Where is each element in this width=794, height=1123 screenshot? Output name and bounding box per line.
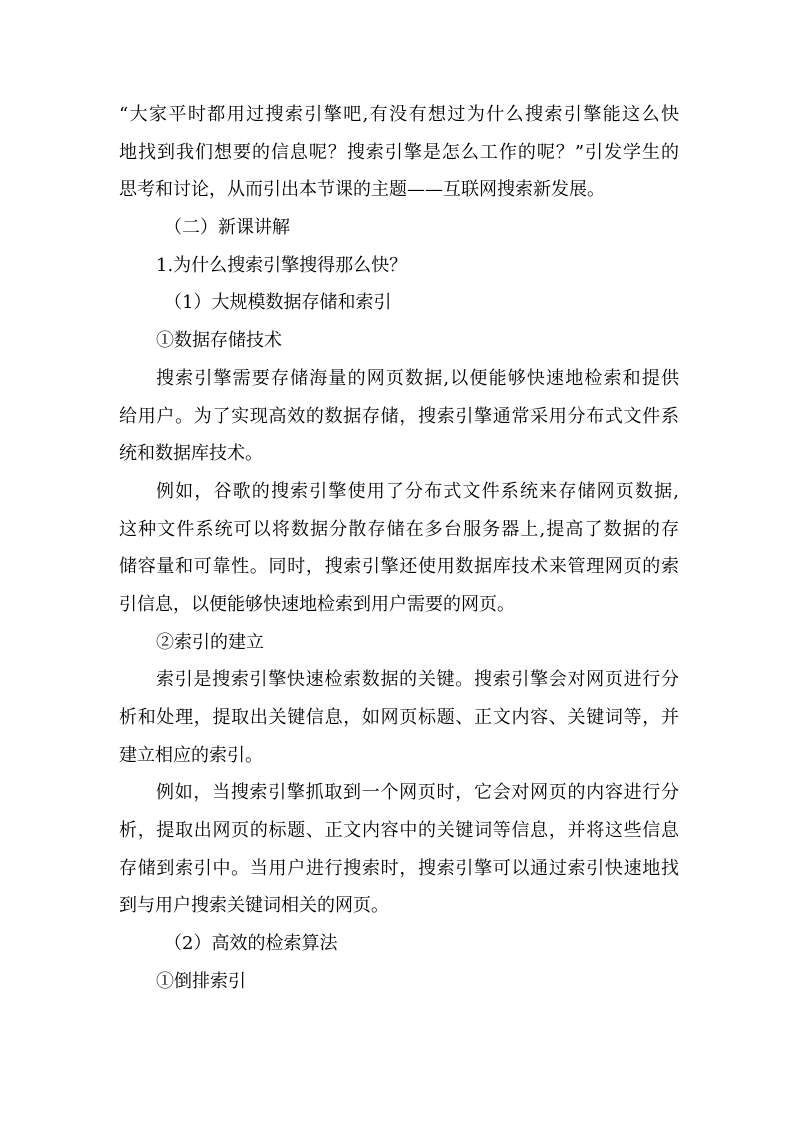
storage-para-line-1: 搜索引擎需要存储海量的网页数据,以便能够快速地检索和提供 bbox=[156, 367, 679, 389]
storage-example-line-2: 这种文件系统可以将数据分散存储在多台服务器上,提高了数据的存 bbox=[119, 518, 679, 540]
storage-example-line-1: 例如，谷歌的搜索引擎使用了分布式文件系统来存储网页数据, bbox=[156, 480, 679, 502]
index-example-line-3: 存储到索引中。当用户进行搜索时，搜索引擎可以通过索引快速地找 bbox=[119, 857, 679, 879]
index-example-line-2: 析，提取出网页的标题、正文内容中的关键词等信息，并将这些信息 bbox=[119, 820, 679, 842]
storage-para-line-2: 给用户。为了实现高效的数据存储，搜索引擎通常采用分布式文件系 bbox=[119, 405, 679, 427]
index-example-line-4: 到与用户搜索关键词相关的网页。 bbox=[119, 895, 389, 917]
item-heading-index: ②索引的建立 bbox=[156, 631, 264, 653]
storage-example-line-3: 储容量和可靠性。同时，搜索引擎还使用数据库技术来管理网页的索 bbox=[119, 556, 679, 578]
subsection-heading-1: （1）大规模数据存储和索引 bbox=[164, 292, 392, 314]
item-heading-storage: ①数据存储技术 bbox=[156, 330, 282, 352]
storage-example-line-4: 引信息，以便能够快速地检索到用户需要的网页。 bbox=[119, 593, 515, 615]
index-para-line-3: 建立相应的索引。 bbox=[119, 744, 263, 766]
storage-para-line-3: 统和数据库技术。 bbox=[119, 443, 263, 465]
index-para-line-2: 析和处理，提取出关键信息，如网页标题、正文内容、关键词等，并 bbox=[119, 707, 679, 728]
intro-line-2: 地找到我们想要的信息呢？搜索引擎是怎么工作的呢？”引发学生的 bbox=[119, 141, 679, 163]
intro-line-1: “大家平时都用过搜索引擎吧,有没有想过为什么搜索引擎能这么快 bbox=[119, 104, 679, 125]
index-example-line-1: 例如，当搜索引擎抓取到一个网页时，它会对网页的内容进行分 bbox=[156, 782, 679, 804]
item-heading-inverted-index: ①倒排索引 bbox=[156, 970, 246, 992]
index-para-line-1: 索引是搜索引擎快速检索数据的关键。搜索引擎会对网页进行分 bbox=[156, 669, 679, 691]
section-heading: （二）新课讲解 bbox=[164, 217, 290, 239]
subsection-heading-2: （2）高效的检索算法 bbox=[164, 933, 338, 955]
intro-line-3: 思考和讨论，从而引出本节课的主题——互联网搜索新发展。 bbox=[119, 179, 605, 201]
question-heading: 1.为什么搜索引擎搜得那么快？ bbox=[156, 254, 408, 276]
document-body bbox=[119, 96, 679, 1001]
